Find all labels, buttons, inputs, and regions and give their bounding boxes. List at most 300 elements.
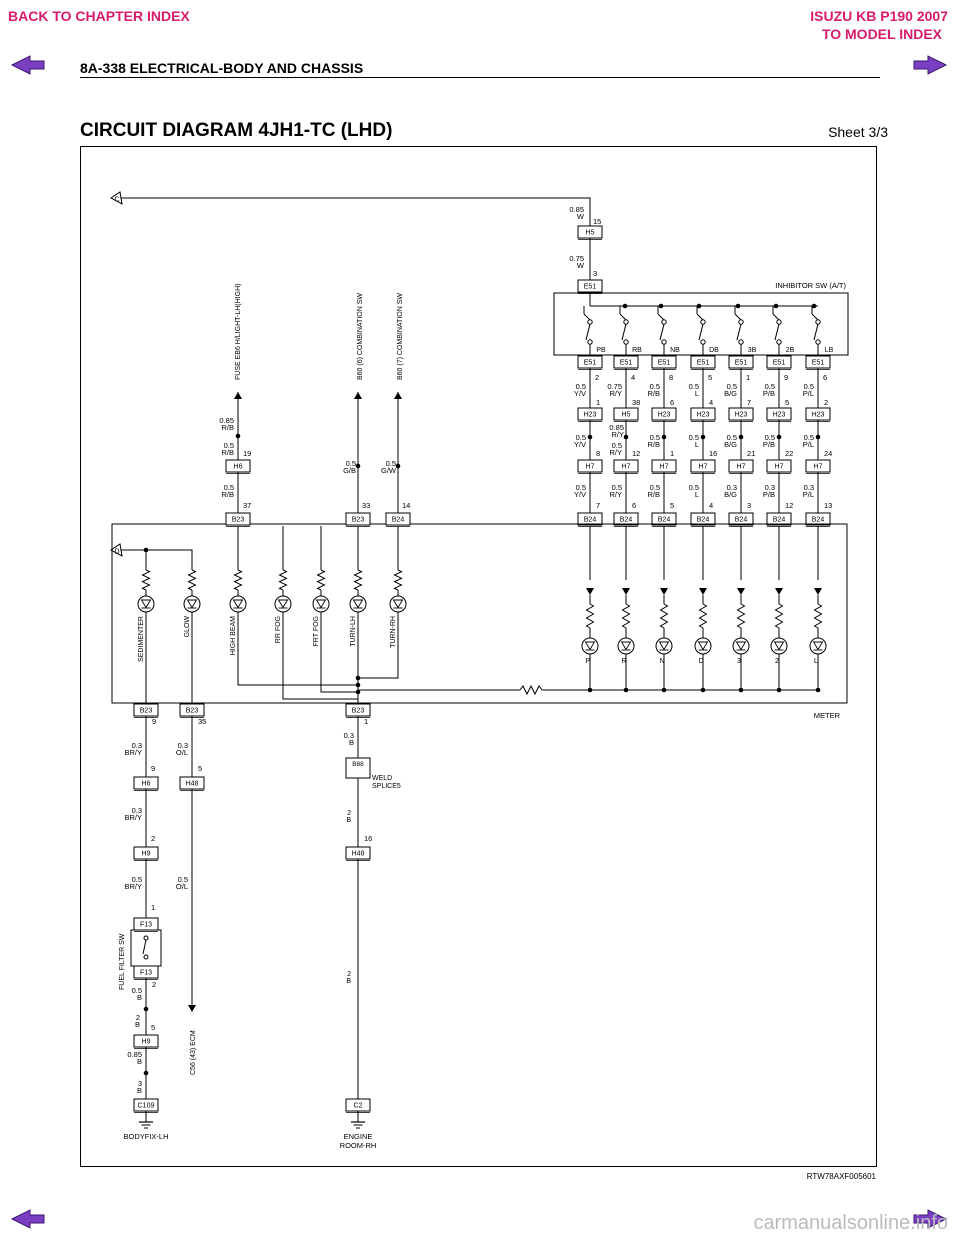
wire-color: P/B	[762, 440, 775, 449]
pin-number: 4	[631, 373, 636, 382]
pin-number: 2	[152, 980, 157, 989]
pin-number: 5	[708, 373, 713, 382]
lamp-letter: 3	[737, 658, 741, 665]
junction-dot	[356, 690, 361, 695]
pin-number: 5	[670, 501, 675, 510]
wire-size: 2	[135, 1013, 140, 1022]
wire-color: B	[136, 1057, 142, 1066]
wire-size: 0.5	[649, 382, 660, 391]
connector-label: B23	[351, 516, 365, 524]
splice-dot	[816, 435, 821, 440]
wire-size: 0.5	[131, 875, 142, 884]
pin-number: 9	[151, 764, 156, 773]
wire	[812, 314, 818, 320]
splice-dot	[624, 435, 629, 440]
wire-size: 0.5	[611, 483, 622, 492]
indicator-lamp	[695, 638, 711, 654]
connector-label: H23	[696, 411, 710, 419]
resistor	[318, 570, 325, 590]
warning-lamp	[184, 596, 200, 612]
connector-label: F13	[139, 921, 153, 929]
fuel-filter-label: FUEL FILTER SW	[119, 933, 126, 990]
switch-blade	[737, 324, 741, 340]
wire-size: 0.3	[726, 483, 737, 492]
wire	[584, 314, 590, 320]
switch-node	[697, 304, 702, 309]
wire-color: Y/V	[573, 490, 586, 499]
switch-contact	[816, 340, 820, 344]
lamp-name: TURN-LH	[350, 616, 357, 647]
switch-contact	[816, 320, 820, 324]
junction-dot	[588, 688, 593, 693]
wire-size: 0.5	[345, 459, 356, 468]
wire-return	[238, 612, 358, 685]
meter-label: METER	[813, 711, 840, 720]
wire-color: Y/V	[573, 440, 586, 449]
wire-size: 0.5	[688, 433, 699, 442]
connector-label: H6	[141, 780, 151, 788]
splice-dot	[662, 435, 667, 440]
wire-color: B	[346, 978, 351, 985]
pin-number: 35	[198, 717, 207, 726]
splice-dot	[777, 435, 782, 440]
arrow-up-icon	[354, 392, 362, 399]
arrow-down-icon	[586, 588, 594, 595]
splice-dot	[739, 435, 744, 440]
wire-color: O/L	[175, 748, 188, 757]
junction-dot	[662, 688, 667, 693]
pin-number: 3	[747, 501, 752, 510]
pin-number: 3	[593, 269, 598, 278]
connector-label: B24	[619, 516, 633, 524]
connector-label: B23	[231, 516, 245, 524]
pin-number: 6	[823, 373, 828, 382]
wire-color: B/G	[724, 490, 737, 499]
meter-box	[112, 524, 847, 703]
indicator-lamp	[810, 638, 826, 654]
wire-size: 0.5	[223, 441, 234, 450]
wire-size: 0.5	[726, 382, 737, 391]
connector-label: H5	[585, 229, 595, 237]
wire-size: 0.5	[177, 875, 188, 884]
wire-size: 0.5	[649, 433, 660, 442]
connector-label: H23	[657, 411, 671, 419]
wire-color: B	[134, 1020, 140, 1029]
wire-size: 0.85	[219, 416, 234, 425]
connector-label: H7	[774, 463, 784, 471]
resistor	[395, 570, 402, 590]
pin-number: 5	[151, 1023, 156, 1032]
wire-color: B	[346, 817, 351, 824]
inhibitor-label: INHIBITOR SW (A/T)	[775, 281, 846, 290]
pin-number: 12	[632, 449, 641, 458]
connector-label: E51	[696, 359, 710, 367]
pin-number: 15	[593, 217, 602, 226]
pin-number: 4	[709, 398, 714, 407]
wire-size: 0.3	[131, 806, 142, 815]
junction-dot	[701, 688, 706, 693]
pin-number: 1	[364, 717, 369, 726]
switch-contact	[144, 955, 148, 959]
pin-number: 5	[785, 398, 790, 407]
section-header: 8A-338 ELECTRICAL-BODY AND CHASSIS	[80, 60, 364, 76]
wire-color: Y/V	[573, 389, 586, 398]
lamp-name: HIGH BEAM	[230, 616, 237, 656]
switch-contact	[588, 340, 592, 344]
connector-label: B23	[351, 707, 365, 715]
wire-color: P/L	[802, 490, 814, 499]
switch-contact	[624, 340, 628, 344]
arrow-down-icon	[737, 588, 745, 595]
splice-dot	[144, 1071, 149, 1076]
warning-lamp	[350, 596, 366, 612]
connector-label: B24	[391, 516, 405, 524]
pin-number: 19	[243, 449, 252, 458]
indicator-lamp	[733, 638, 749, 654]
resistor	[520, 686, 542, 694]
connector-label: H7	[585, 463, 595, 471]
switch-contact	[662, 320, 666, 324]
wire-color: BR/Y	[124, 748, 142, 757]
wire-color: BR/Y	[124, 882, 142, 891]
wire-size: 0.75	[607, 382, 622, 391]
wire-color: L	[694, 440, 699, 449]
connector-label: B24	[696, 516, 710, 524]
switch-node	[659, 304, 664, 309]
splice-dot	[701, 435, 706, 440]
pin-number: 6	[670, 398, 675, 407]
connector-label: B24	[583, 516, 597, 524]
connector-label: H7	[698, 463, 708, 471]
fuel-filter-switch-box	[131, 930, 161, 966]
connector-label: H5	[621, 411, 631, 419]
wire-size: 0.3	[803, 483, 814, 492]
wire-color: R/B	[221, 490, 234, 499]
weld-label: WELD	[372, 775, 393, 782]
wire-size: 0.5	[803, 382, 814, 391]
switch-blade	[622, 324, 626, 340]
connector-label: H23	[734, 411, 748, 419]
switch-contact	[588, 320, 592, 324]
ref-c-label: C	[114, 196, 120, 204]
pin-number: 14	[402, 501, 411, 510]
arrow-up-icon	[234, 392, 242, 399]
weld-label-2: SPLICE5	[372, 783, 401, 790]
watermark: carmanualsonline.info	[753, 1212, 948, 1234]
wire	[773, 314, 779, 320]
connector-label: F13	[139, 969, 153, 977]
wire-color: G/W	[381, 466, 396, 475]
wire-size: 0.3	[131, 741, 142, 750]
junction-dot	[356, 683, 361, 688]
wire-size: 2	[347, 971, 351, 978]
switch-contact	[701, 320, 705, 324]
resistor	[189, 570, 196, 590]
wire-color: W	[576, 261, 584, 270]
wire-size: 0.75	[569, 254, 584, 263]
wire	[658, 314, 664, 320]
connector-label: C109	[137, 1102, 155, 1110]
connector-label: E51	[772, 359, 786, 367]
wire-size: 0.5	[688, 483, 699, 492]
junction-dot	[816, 688, 821, 693]
switch-contact	[777, 320, 781, 324]
wire-color: R/Y	[611, 430, 624, 439]
lamp-letter: R	[621, 658, 627, 665]
back-to-chapter-link[interactable]: BACK TO CHAPTER INDEX	[8, 8, 190, 24]
wire-color: B	[136, 993, 142, 1002]
connector-label: H7	[813, 463, 823, 471]
switch-contact	[624, 320, 628, 324]
ref-d-label: D	[114, 548, 120, 556]
wire-size: 0.5	[385, 459, 396, 468]
pin-number: 2	[151, 834, 156, 843]
lamp-name: SEDIMENTER	[138, 616, 145, 662]
switch-blade	[699, 324, 703, 340]
wire-size: 0.5	[611, 441, 622, 450]
resistor	[143, 570, 150, 590]
figure-code: RTW78AXF005601	[806, 1172, 876, 1181]
wire-size: 0.85	[127, 1050, 142, 1059]
wire-color: R/B	[221, 448, 234, 457]
switch-contact	[662, 340, 666, 344]
wire-size: 0.5	[764, 433, 775, 442]
resistor	[587, 604, 594, 628]
weld-conn-label: B88	[352, 761, 364, 768]
wire-size: 0.5	[649, 483, 660, 492]
wire-size: 0.5	[575, 433, 586, 442]
wire	[697, 314, 703, 320]
wire-color: P/B	[762, 389, 775, 398]
pin-number: 1	[670, 449, 675, 458]
wire-size: 3	[137, 1079, 142, 1088]
junction-dot	[144, 548, 149, 553]
wire-color: B/G	[724, 389, 737, 398]
indicator-lamp	[771, 638, 787, 654]
resistor	[700, 604, 707, 628]
switch-contact	[777, 340, 781, 344]
splice-dot	[396, 464, 401, 469]
wire-size: 0.5	[688, 382, 699, 391]
connector-label: H23	[583, 411, 597, 419]
arrow-down-icon	[660, 588, 668, 595]
pin-number: 2	[824, 398, 829, 407]
wire-color: BR/Y	[124, 813, 142, 822]
pin-number: 38	[632, 398, 641, 407]
pin-number: 4	[709, 501, 714, 510]
wire-color: L	[694, 389, 699, 398]
resistor	[815, 604, 822, 628]
engine-room-label-2: ROOM-RH	[339, 1141, 377, 1150]
resistor	[355, 570, 362, 590]
wire	[735, 314, 741, 320]
connector-label: E51	[657, 359, 671, 367]
splice-dot	[356, 464, 361, 469]
connector-label: H9	[141, 1038, 151, 1046]
lamp-letter: L	[814, 658, 818, 665]
switch-contact	[144, 936, 148, 940]
pin-number: 1	[746, 373, 751, 382]
warning-lamp	[275, 596, 291, 612]
warning-lamp	[230, 596, 246, 612]
connector-label: H9	[141, 850, 151, 858]
wire-size: 0.5	[726, 433, 737, 442]
switch-node	[812, 304, 817, 309]
splice-dot	[144, 1007, 149, 1012]
combo-sw-7-label: B60 (7) COMBINATION SW	[397, 293, 404, 380]
wire-color: P/L	[802, 440, 814, 449]
lamp-letter: D	[698, 658, 704, 665]
pin-number: 24	[824, 449, 833, 458]
inhibitor-switch-box	[554, 293, 848, 355]
connector-label: H7	[659, 463, 669, 471]
resistor	[738, 604, 745, 628]
connector-label: B23	[185, 707, 199, 715]
combo-sw-6-label: B60 (6) COMBINATION SW	[357, 293, 364, 380]
wire-size: 0.5	[575, 382, 586, 391]
resistor	[280, 570, 287, 590]
connector-label: E51	[811, 359, 825, 367]
wire-color: B	[348, 738, 354, 747]
connector-label: H7	[621, 463, 631, 471]
wire-size: 0.3	[764, 483, 775, 492]
resistor	[776, 604, 783, 628]
connector-label: H48	[351, 850, 365, 858]
pin-number: 1	[596, 398, 601, 407]
pin-number: 13	[824, 501, 833, 510]
wire-c-bus	[121, 198, 590, 226]
lamp-letter: P	[585, 658, 591, 665]
engine-room-label: ENGINE	[343, 1132, 373, 1141]
junction-dot	[777, 688, 782, 693]
wire-size: 0.5	[575, 483, 586, 492]
wire-size: 0.5	[803, 433, 814, 442]
switch-position: 3B	[747, 347, 757, 354]
connector-label: H23	[772, 411, 786, 419]
pin-number: 21	[747, 449, 756, 458]
model-title-link[interactable]: ISUZU KB P190 2007	[810, 8, 948, 24]
lamp-letter: 2	[775, 658, 779, 665]
arrow-down-icon	[622, 588, 630, 595]
wire-size: 0.5	[223, 483, 234, 492]
resistor	[661, 604, 668, 628]
wire-size: 0.5	[131, 986, 142, 995]
splice-dot	[588, 435, 593, 440]
wire-color: R/B	[647, 440, 660, 449]
indicator-lamp	[582, 638, 598, 654]
connector-label: B24	[811, 516, 825, 524]
pin-number: 8	[596, 449, 601, 458]
to-model-index-link[interactable]: TO MODEL INDEX	[821, 26, 942, 42]
pin-number: 12	[785, 501, 794, 510]
switch-blade	[814, 324, 818, 340]
lamp-name: RR FOG	[275, 616, 282, 644]
wire-color: R/B	[221, 423, 234, 432]
arrow-up-icon	[394, 392, 402, 399]
connector-label: E51	[619, 359, 633, 367]
switch-contact	[739, 340, 743, 344]
wire-color: R/B	[647, 389, 660, 398]
pin-number: 22	[785, 449, 794, 458]
junction-dot	[356, 676, 361, 681]
wire-size: 0.3	[177, 741, 188, 750]
wire-color: G/B	[343, 466, 356, 475]
switch-contact	[701, 340, 705, 344]
resistor	[235, 570, 242, 590]
connector-label: C2	[353, 1102, 363, 1110]
pin-number: 16	[709, 449, 718, 458]
connector-label: H23	[811, 411, 825, 419]
indicator-lamp	[656, 638, 672, 654]
pin-number: 7	[747, 398, 752, 407]
connector-label: H7	[736, 463, 746, 471]
connector-label: E51	[583, 359, 597, 367]
wire-color: P/L	[802, 389, 814, 398]
indicator-lamp	[618, 638, 634, 654]
wire-size: 0.3	[343, 731, 354, 740]
pin-number: 37	[243, 501, 252, 510]
switch-position: PB	[596, 347, 606, 354]
switch-blade	[775, 324, 779, 340]
fuse-label: FUSE EB6 H/LIGHT-LH(HIGH)	[235, 283, 242, 380]
page-title: CIRCUIT DIAGRAM 4JH1-TC (LHD)	[80, 120, 393, 141]
wire-color: B/G	[724, 440, 737, 449]
wire-color: R/B	[647, 490, 660, 499]
pin-number: 9	[784, 373, 789, 382]
wire-size: 0.85	[609, 423, 624, 432]
connector-label: B24	[772, 516, 786, 524]
warning-lamp	[138, 596, 154, 612]
wire-size: 0.85	[569, 205, 584, 214]
pin-number: 5	[198, 764, 203, 773]
pin-number: 1	[151, 903, 156, 912]
wire-color: R/Y	[609, 448, 622, 457]
bodyfix-label: BODYFIX-LH	[123, 1132, 169, 1141]
connector-label: H6	[233, 463, 243, 471]
switch-position: DB	[709, 347, 719, 354]
wire-size: 2	[347, 810, 351, 817]
warning-lamp	[390, 596, 406, 612]
pin-number: 2	[595, 373, 600, 382]
switch-position: NB	[670, 347, 680, 354]
pin-number: 33	[362, 501, 371, 510]
wire-color: W	[576, 212, 584, 221]
arrow-down-icon	[699, 588, 707, 595]
wire-color: O/L	[175, 882, 188, 891]
connector-label: B23	[139, 707, 153, 715]
junction-dot	[739, 688, 744, 693]
wire-size: 0.5	[764, 382, 775, 391]
wire-color: R/Y	[609, 389, 622, 398]
wire-color: L	[694, 490, 699, 499]
switch-blade	[586, 324, 590, 340]
connector-label: E51	[734, 359, 748, 367]
resistor	[623, 604, 630, 628]
switch-blade	[143, 940, 146, 954]
warning-lamp	[313, 596, 329, 612]
junction-dot	[624, 688, 629, 693]
splice-dot	[236, 434, 241, 439]
pin-number: 7	[596, 501, 601, 510]
switch-position: 2B	[785, 347, 795, 354]
switch-node	[736, 304, 741, 309]
pin-number: 16	[364, 834, 373, 843]
connector-label: H48	[185, 780, 199, 788]
arrow-down-icon	[775, 588, 783, 595]
switch-position: LB	[824, 347, 834, 354]
wire-d-bus	[121, 550, 192, 570]
ecm-label: C56 (43) ECM	[190, 1030, 197, 1075]
